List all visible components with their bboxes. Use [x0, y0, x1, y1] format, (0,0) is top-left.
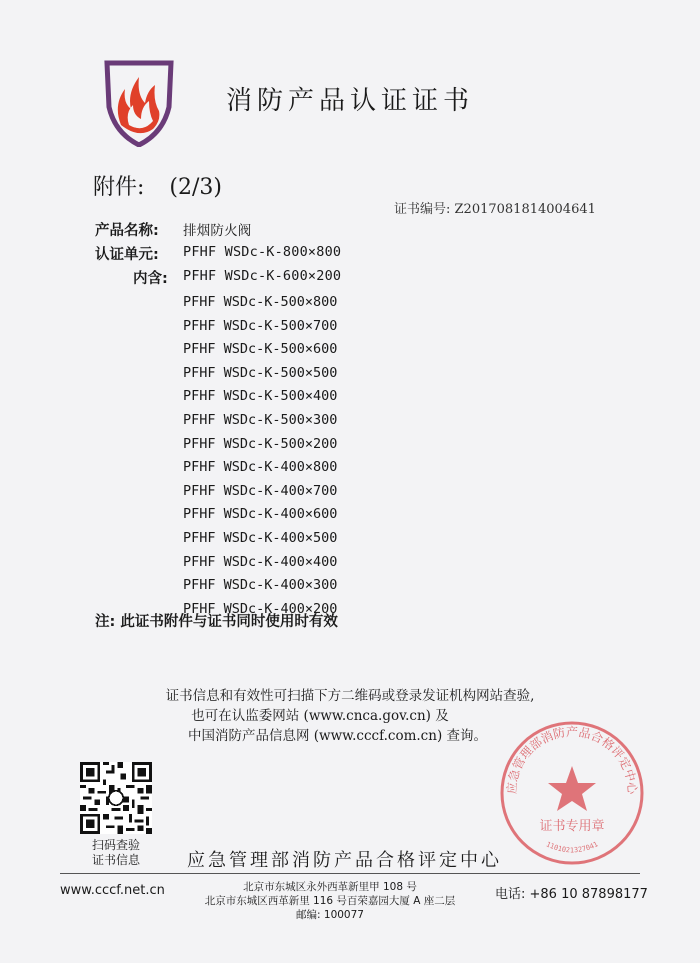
info-line: 中国消防产品信息网 (www.cccf.com.cn) 查询。: [188, 728, 487, 744]
seal-ring-text: 应急管理部消防产品合格评定中心: [504, 724, 640, 795]
model-list: [183, 291, 337, 621]
issuer-name: 应急管理部消防产品合格评定中心: [187, 850, 502, 871]
footer-address: [180, 880, 480, 922]
model-item: PFHF WSDc-K-500×500: [183, 364, 338, 381]
product-name-value: 排烟防火阀: [183, 223, 252, 239]
official-seal-icon: [497, 718, 647, 868]
attachment-page: (2/3): [169, 175, 222, 200]
attachment-label: [93, 170, 222, 201]
model-item: PFHF WSDc-K-400×500: [183, 529, 338, 546]
attachment-word: 附件:: [93, 175, 145, 200]
svg-text:1101021327041: [545, 840, 600, 854]
model-item: PFHF WSDc-K-500×300: [183, 411, 338, 428]
model-item: PFHF WSDc-K-500×200: [183, 435, 338, 452]
qr-code-icon[interactable]: [80, 762, 152, 834]
info-line: 证书信息和有效性可扫描下方二维码或登录发证机构网站查验,: [165, 688, 535, 704]
seal-center-text: 证书专用章: [539, 819, 605, 834]
address-line: 邮编: 100077: [296, 909, 364, 921]
model-item: PFHF WSDc-K-500×800: [183, 294, 338, 310]
model-item: PFHF WSDc-K-500×600: [183, 341, 338, 358]
qr-caption-line: 证书信息: [91, 853, 140, 867]
cert-unit-label: 认证单元:: [95, 247, 159, 263]
model-item: PFHF WSDc-K-400×700: [183, 482, 338, 499]
footer-divider: [60, 873, 640, 874]
seal-number: 1101021327041: [544, 840, 600, 855]
cert-unit-value: PFHF WSDc-K-800×800: [183, 244, 342, 260]
footer-phone: 电话: +86 10 87898177: [495, 887, 648, 902]
model-item: PFHF WSDc-K-400×300: [183, 577, 338, 594]
model-item: PFHF WSDc-K-400×600: [183, 506, 338, 523]
qr-caption-line: 扫码查验: [91, 838, 140, 852]
address-line: 北京市东城区永外西革新里甲 108 号: [243, 881, 417, 893]
product-name-label: 产品名称:: [95, 223, 159, 239]
model-item: PFHF WSDc-K-400×800: [183, 459, 338, 476]
includes-label: 内含:: [133, 271, 168, 287]
model-item: PFHF WSDc-K-400×200: [183, 600, 338, 617]
footer-website[interactable]: www.cccf.net.cn: [60, 883, 165, 898]
qr-caption: [80, 838, 152, 868]
model-item: PFHF WSDc-K-500×700: [183, 317, 338, 334]
certificate-title: 消防产品认证证书: [225, 86, 474, 116]
model-item: PFHF WSDc-K-500×400: [183, 388, 338, 405]
includes-first-model: PFHF WSDc-K-600×200: [183, 268, 342, 284]
validity-note: 注: 此证书附件与证书同时使用时有效: [95, 614, 338, 630]
certificate-number: 证书编号: Z2017081814004641: [394, 202, 596, 217]
address-line: 北京市东城区西革新里 116 号百荣嘉园大厦 A 座二层: [204, 895, 456, 907]
info-line: 也可在认监委网站 (www.cnca.gov.cn) 及: [191, 708, 449, 724]
model-item: PFHF WSDc-K-400×400: [183, 553, 338, 570]
